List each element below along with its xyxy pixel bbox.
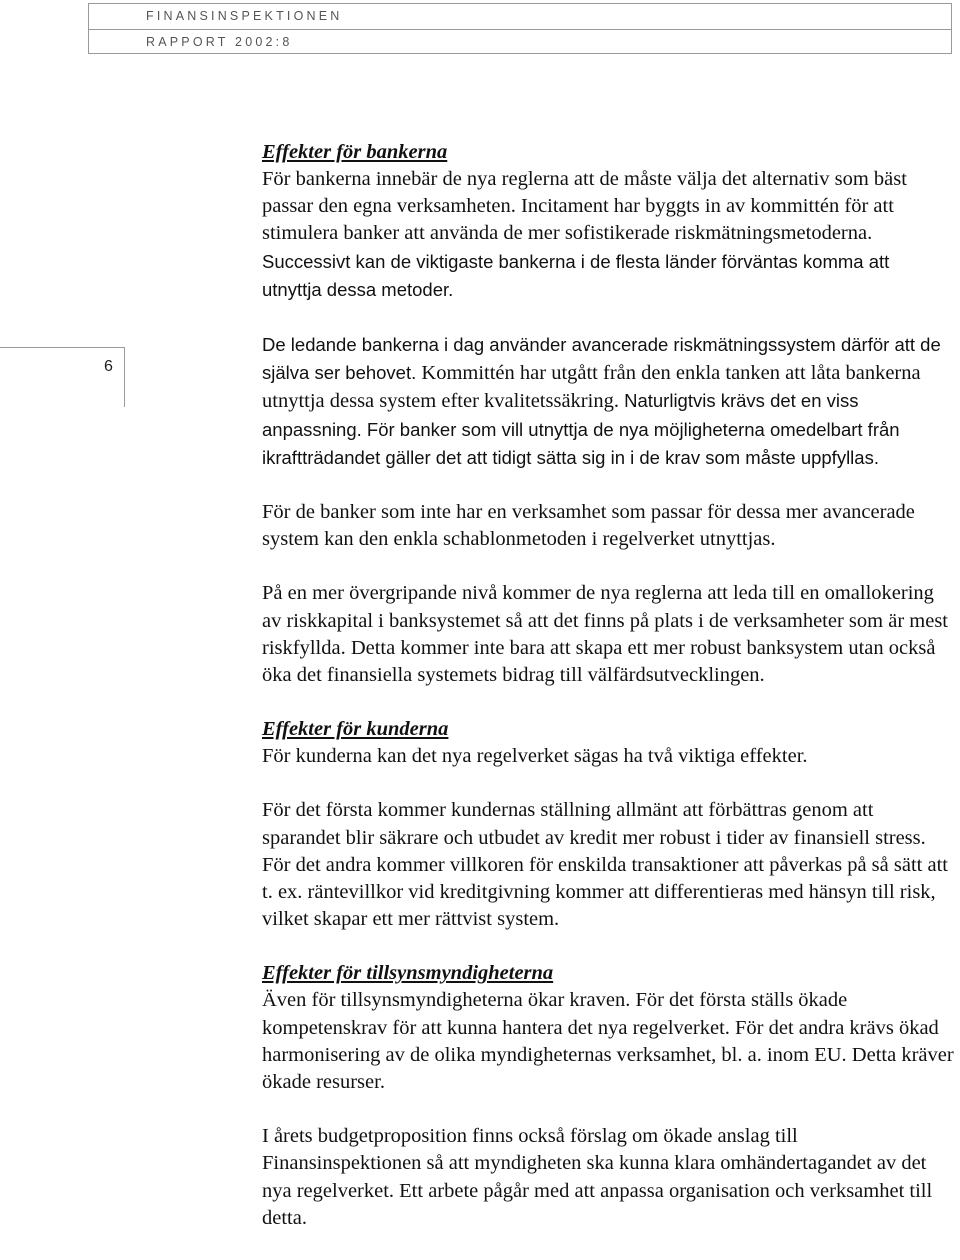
paragraph: Även för tillsynsmyndigheterna ökar kraven. För det första ställs ökade kompetenskrav för att kunna hantera det nya regelverket. För det andra krävs ökad harmonisering av de olika myndigheternas verksamhet, bl. a. inom EU. Detta kräver ökade resurser.: [262, 989, 954, 1094]
section-heading-customers: Effekter för kunderna: [262, 718, 449, 741]
paragraph: [262, 331, 954, 472]
header-divider: [89, 29, 951, 30]
paragraph-text: Successivt kan de viktigaste bankerna i de flesta länder förväntas komma att utnyttja dessa metoder.: [262, 250, 890, 300]
report-id: RAPPORT 2002:8: [146, 35, 293, 49]
paragraph-text: För bankerna innebär de nya reglerna att de måste välja det alternativ som bäst passar den egna verksamheten. Incitament har byggts in av kommittén för att stimulera banker att använda de mer sofistikerade riskmätningsmetoderna.: [262, 168, 907, 245]
page-number: 6: [104, 358, 113, 375]
paragraph-text: De ledande bankerna i dag använder avancerade riskmätningssystem därför att de själva ser behovet.: [262, 334, 941, 384]
paragraph: På en mer övergripande nivå kommer de nya reglerna att leda till en omallokering av riskkapital i banksystemet så att det finns på plats i de verksamheter som är mest riskfyllda. Detta kommer inte bara att skapa ett mer robust banksystem utan också öka det finansiella systemets bidrag till välfärdsutvecklingen.: [262, 582, 948, 687]
paragraph: [262, 166, 954, 304]
paragraph-text: Kommittén har utgått från den enkla tanken att låta bankerna utnyttja dessa system efter kvalitetssäkring.: [262, 362, 921, 413]
paragraph-text: För banker som vill utnyttja de nya möjligheterna omedelbart från ikraftträdandet gäller det att tidigt sätta sig in i de krav som måste uppfyllas.: [262, 418, 900, 468]
section-heading-banks: Effekter för bankerna: [262, 141, 448, 163]
page-number-vertical-rule: [124, 347, 125, 407]
body-text: [262, 139, 954, 1232]
paragraph-text: Naturligtvis krävs det en viss anpassning.: [262, 390, 859, 440]
paragraph: För de banker som inte har en verksamhet som passar för dessa mer avancerade system kan den enkla schablonmetoden i regelverket utnyttjas.: [262, 501, 915, 551]
paragraph: För det första kommer kundernas ställning allmänt att förbättras genom att sparandet blir säkrare och utbudet av kredit mer robust i tider av finansiell stress. För det andra kommer villkoren för enskilda transaktioner att påverkas på så sätt att t. ex. räntevillkor vid kreditgivning kommer att differentieras med hänsyn till risk, vilket skapar ett mer rättvist system.: [262, 799, 948, 931]
section-heading-authorities: Effekter för tillsynsmyndigheterna: [262, 962, 554, 985]
paragraph: För kunderna kan det nya regelverket sägas ha två viktiga effekter.: [262, 745, 808, 768]
running-header: [88, 3, 952, 54]
paragraph: I årets budgetproposition finns också förslag om ökade anslag till Finansinspektionen så att myndigheten ska kunna klara omhändertagandet av det nya regelverket. Ett arbete pågår med att anpassa organisation och verksamhet till detta.: [262, 1125, 933, 1229]
page-number-rule: [0, 347, 124, 348]
org-name: FINANSINSPEKTIONEN: [146, 9, 343, 23]
